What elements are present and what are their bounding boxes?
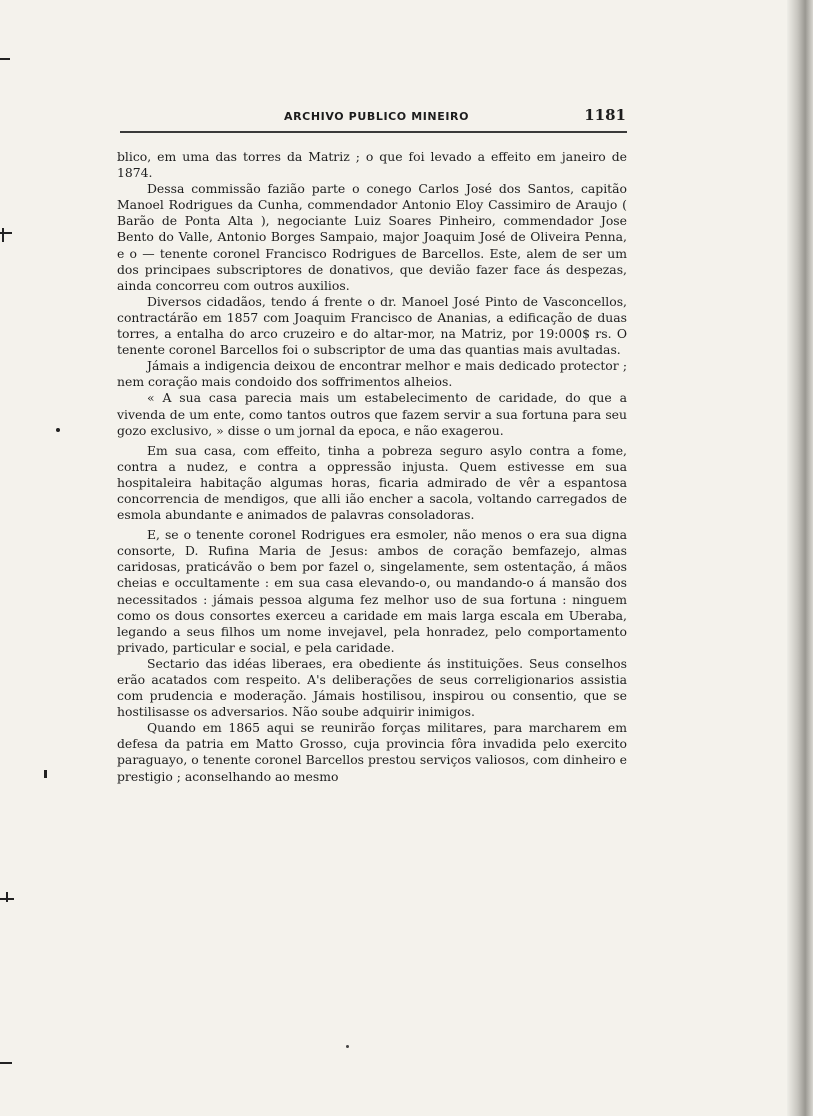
paragraph: « A sua casa parecia mais um estabelecimento de caridade, do que a vivenda de um ente, como tantos outros que fazem servir a sua fortuna para seu gozo exclusivo, » disse o um jornal da epoca, e não exagerou. xyxy=(117,390,627,438)
running-head: ARCHIVO PUBLICO MINEIRO xyxy=(284,110,470,123)
paragraph: Sectario das idéas liberaes, era obediente ás instituições. Seus conselhos erão acatados com respeito. A's deliberações de seus correligionarios assistia com prudencia e moderação. Jámais hostilisou, inspirou ou consentio, que se hostilisasse os adversarios. Não soube adquirir inimigos. xyxy=(117,655,627,720)
paragraph: E, se o tenente coronel Rodrigues era esmoler, não menos o era sua digna consorte, D. Rufina Maria de Jesus: ambos de coração bemfazejo, almas caridosas, praticávão o bem por fazel o, singelamente, sem ostentação, á mãos cheias e occultamente : em sua casa elevando-o, ou mandando-o á mansão dos necessitados : jámais pessoa alguma fez melhor uso de sua fortuna : ninguem como os dous consortes exerceu a caridade em mais larga escala em Uberaba, legando a seus filhos um nome invejavel, pela honradez, pelo comportamento privado, particular e social, e pela caridade. xyxy=(117,527,627,655)
paragraph: Jámais a indigencia deixou de encontrar melhor e mais dedicado protector ; nem coração mais condoido dos soffrimentos alheios. xyxy=(117,358,627,390)
paragraph: Dessa commissão fazião parte o conego Carlos José dos Santos, capitão Manoel Rodrigues da Cunha, commendador Antonio Eloy Cassimiro de Araujo ( Barão de Ponta Alta ), negociante Luiz Soares Pinheiro, commendador Jose Bento do Valle, Antonio Borges Sampaio, major Joaquim José de Oliveira Penna, e o — tenente coronel Francisco Rodrigues de Barcellos. Este, alem de ser um dos principaes subscriptores de donativos, que devião fazer face ás despezas, ainda concorreu com outros auxilios. xyxy=(117,181,627,293)
paragraph: blico, em uma das torres da Matriz ; o que foi levado a effeito em janeiro de 1874. xyxy=(117,149,627,181)
margin-mark xyxy=(0,1062,12,1064)
page-speck xyxy=(346,1045,349,1048)
header-rule xyxy=(120,131,627,133)
page-edge-shadow xyxy=(787,0,813,1116)
paragraph: Diversos cidadãos, tendo á frente o dr. Manoel José Pinto de Vasconcellos, contractárão em 1857 com Joaquim Francisco de Ananias, a edificação de duas torres, a entalha do arco cruzeiro e do altar-mor, na Matriz, por 19:000$ rs. O tenente coronel Barcellos foi o subscriptor de uma das quantias mais avultadas. xyxy=(117,293,627,358)
margin-mark xyxy=(56,428,60,432)
page-number: 1181 xyxy=(584,106,626,124)
paragraph: Quando em 1865 aqui se reunirão forças militares, para marcharem em defesa da patria em Matto Grosso, cuja provincia fôra invadida pelo exercito paraguayo, o tenente coronel Barcellos prestou serviços valiosos, com dinheiro e prestigio ; aconselhando ao mesmo xyxy=(117,720,627,784)
paragraph: Em sua casa, com effeito, tinha a pobreza seguro asylo contra a fome, contra a nudez, e contra a oppressão injusta. Quem estivesse em sua hospitaleira habitação algumas horas, ficaria admirado de vêr a espantosa concorrencia de mendigos, que alli ião encher a sacola, voltando carregados de esmola abundante e animados de palavras consoladoras. xyxy=(117,442,627,523)
body-text xyxy=(117,149,627,785)
margin-mark xyxy=(2,228,4,242)
margin-mark xyxy=(6,892,8,902)
margin-mark xyxy=(44,770,47,778)
page-header xyxy=(120,106,630,132)
margin-mark xyxy=(0,58,10,60)
